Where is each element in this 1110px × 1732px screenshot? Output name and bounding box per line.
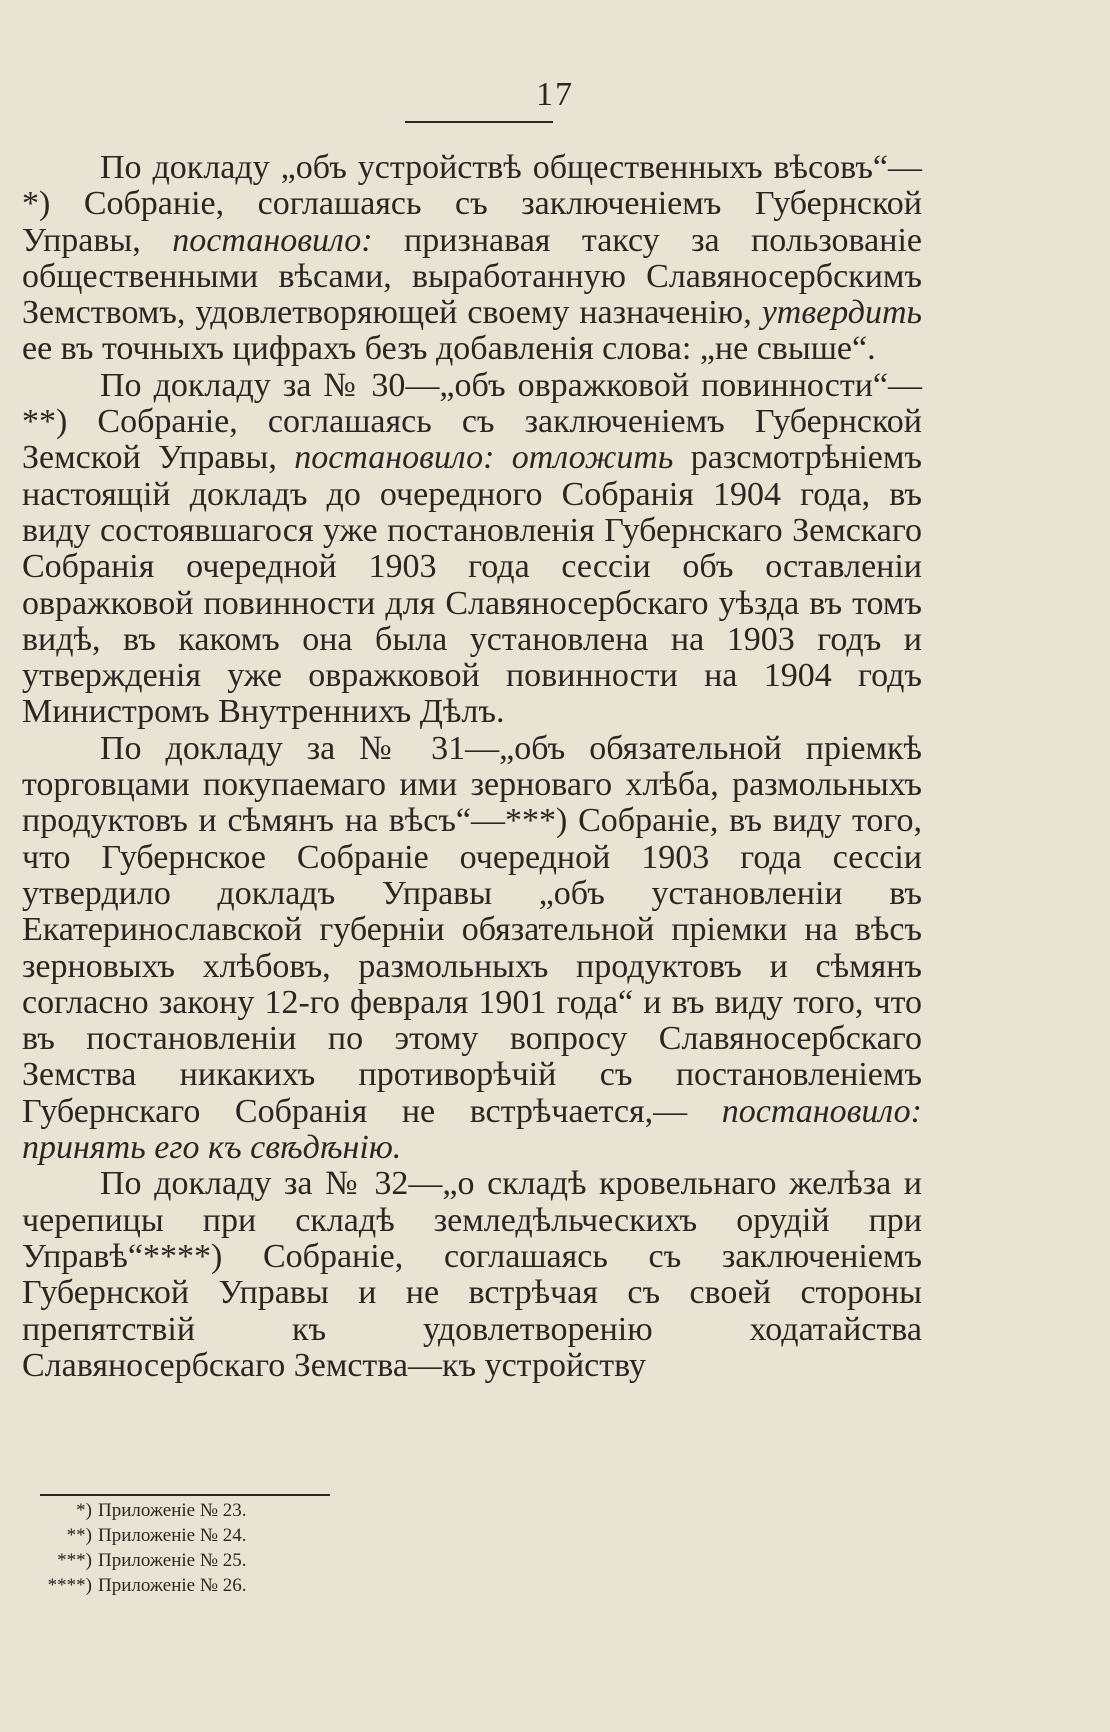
italic-text: постановило: <box>172 221 373 259</box>
page-number-rule <box>405 121 553 123</box>
footnote <box>30 1573 350 1598</box>
footnote <box>30 1498 350 1523</box>
footnote <box>30 1523 350 1548</box>
footnote <box>30 1548 350 1573</box>
text-run: признавая таксу за пользованіе общественными вѣсами, выработанную Славяносербскимъ Земствомъ, удовлетворяющей своему назначенію, <box>22 221 922 332</box>
text-run: разсмотрѣніемъ настоящій докладъ до очередного Собранія 1904 года, въ виду состоявшагося уже постановленія Губернскаго Земскаго Собранія очередной 1903 года сессіи объ оставленіи овражковой повинности для Славяносербскаго уѣзда въ томъ видѣ, въ какомъ она была установлена на 1903 годъ и утвержденія уже овражковой повинности на 1904 годъ Министромъ Внутреннихъ Дѣлъ. <box>22 439 922 731</box>
paragraph <box>22 150 922 368</box>
footnote-mark: ****) <box>47 1575 92 1596</box>
italic-text: постановило: принять его къ свѣдѣнію. <box>22 1092 922 1167</box>
footnote-mark: *) <box>76 1500 92 1521</box>
footnote-mark: ***) <box>57 1550 92 1571</box>
paragraph <box>22 368 922 731</box>
footnote-text: Приложеніе № 25. <box>98 1550 247 1571</box>
text-run: По докладу „объ устройствѣ общественныхъ вѣсовъ“—*) Собраніе, соглашаясь съ заключеніемъ Губернской Управы, <box>22 149 922 259</box>
body-text <box>22 150 922 1384</box>
text-run: По докладу за № 31—„объ обязательной пріемкѣ торговцами покупаемаго ими зерноваго хлѣба, размольныхъ продуктовъ и сѣмянъ на вѣсъ“—***) Собраніе, въ виду того, что Губернское Собраніе очередной 1903 года сессіи утвердило докладъ Управы „объ установленіи въ Екатеринославской губерніи обязательной пріемки на вѣсъ зерновыхъ хлѣбовъ, размольныхъ продуктовъ и сѣмянъ согласно закону 12-го февраля 1901 года“ и въ виду того, что въ постановленіи по этому вопросу Славяносербскаго Земства никакихъ противорѣчій съ постановленіемъ Губернскаго Собранія не встрѣчается,— <box>22 729 922 1130</box>
page-number: 17 <box>536 76 574 113</box>
italic-text: утвердить <box>761 294 922 332</box>
paragraph <box>22 731 922 1167</box>
italic-text: постановило: отложить <box>294 439 674 477</box>
text-run: По докладу за № 32—„о складѣ кровельнаго желѣза и черепицы при складѣ земледѣльческихъ орудій при Управѣ“****) Собраніе, соглашаясь съ заключеніемъ Губернской Управы и не встрѣчая съ своей стороны препятствій къ удовлетворенію ходатайства Славяносербскаго Земства—къ устройству <box>22 1165 922 1384</box>
footnotes <box>30 1498 350 1598</box>
footnote-text: Приложеніе № 26. <box>98 1575 247 1596</box>
text-run: ее въ точныхъ цифрахъ безъ добавленія слова: „не свыше“. <box>22 330 876 368</box>
footnote-text: Приложеніе № 23. <box>98 1500 247 1521</box>
footnote-divider <box>40 1494 330 1496</box>
footnote-mark: **) <box>66 1525 92 1546</box>
text-run: По докладу за № 30—„объ овражковой повинности“—**) Собраніе, соглашаясь съ заключеніемъ Губернской Земской Управы, <box>22 366 922 477</box>
paragraph <box>22 1166 922 1384</box>
footnote-text: Приложеніе № 24. <box>98 1525 247 1546</box>
